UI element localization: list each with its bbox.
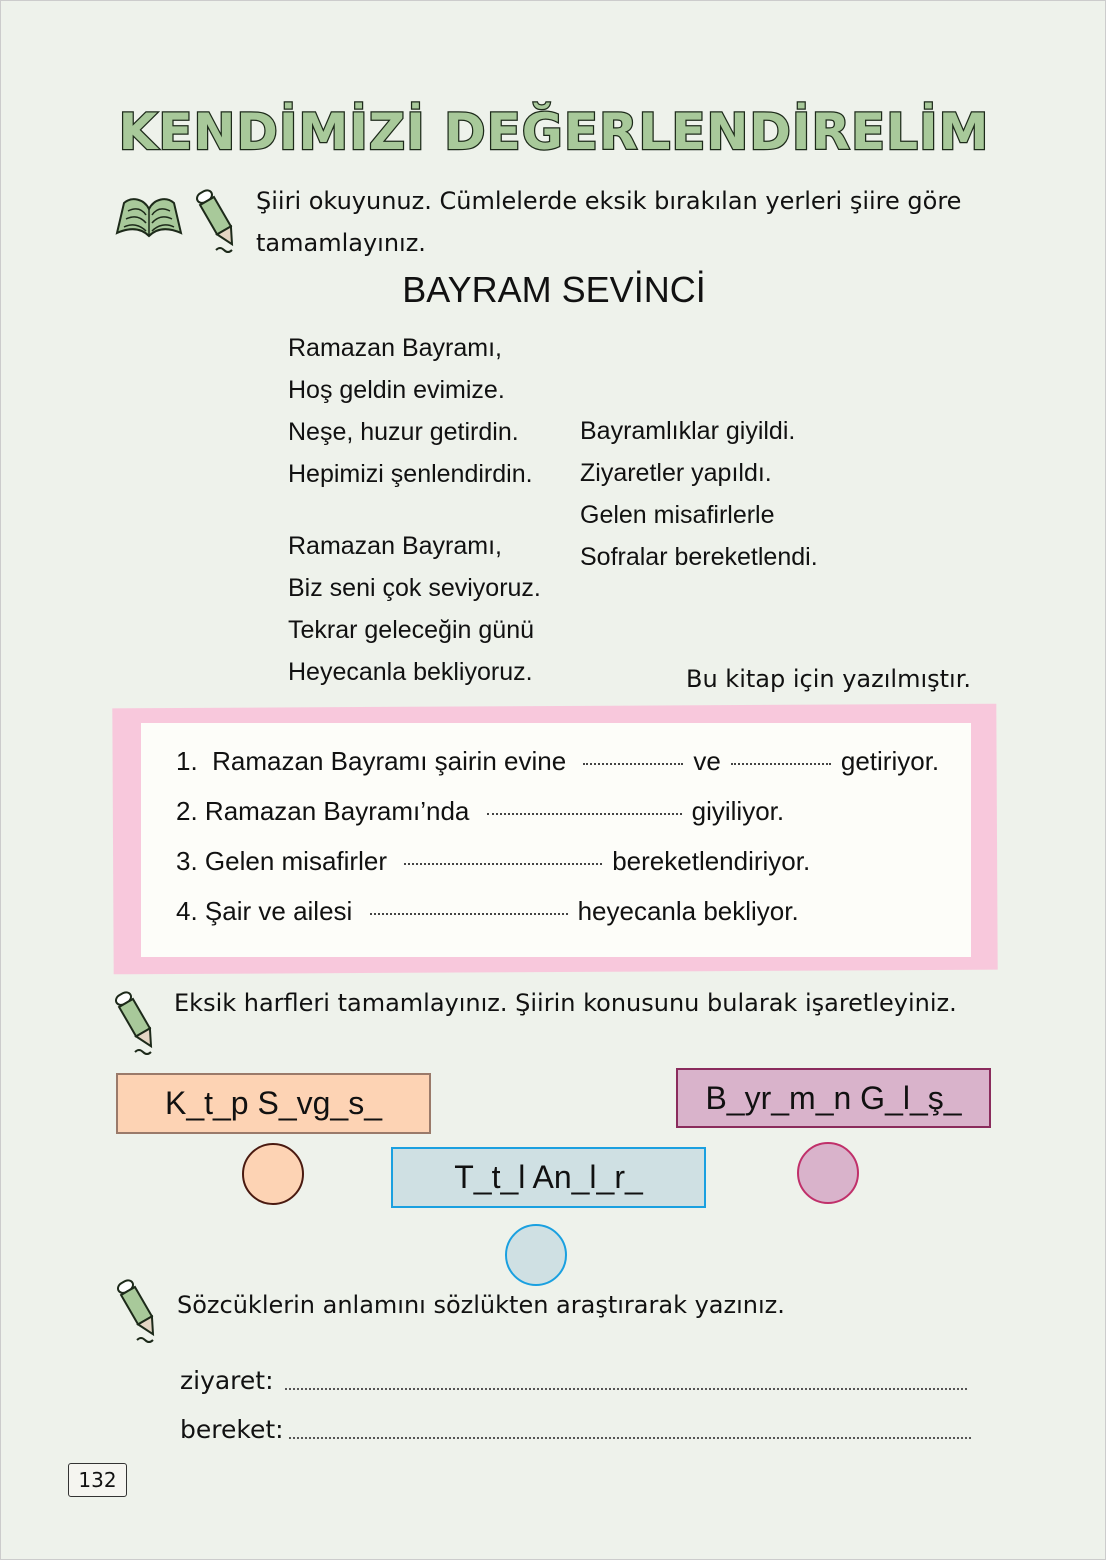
poem-stanza-2 (580, 410, 818, 578)
poem-stanza-1 (288, 327, 533, 495)
poem-line: Biz seni çok seviyoruz. (288, 574, 541, 602)
option-text: B_yr_m_n G_l_ş_ (705, 1079, 962, 1116)
pencil-icon (194, 184, 242, 256)
section-2-instruction: Eksik harfleri tamamlayınız. Şiirin konusunu bularak işaretleyiniz. (174, 989, 957, 1017)
poem-line: Gelen misafirlerle (580, 501, 775, 529)
question-number: 3. (176, 846, 198, 876)
question-1 (176, 746, 939, 777)
word-bereket: bereket: (180, 1415, 284, 1444)
option-checkbox-kitap-sevgisi[interactable] (242, 1143, 304, 1205)
poem-line: Ziyaretler yapıldı. (580, 459, 772, 487)
option-box-bayramin-gelisi (676, 1068, 991, 1128)
poem-line: Ramazan Bayramı, (288, 334, 502, 362)
answer-blank[interactable] (404, 862, 602, 865)
option-text: K_t_p S_vg_s_ (164, 1085, 383, 1121)
poem-line: Tekrar geleceğin günü (288, 616, 534, 644)
poem-line: Ramazan Bayramı, (288, 532, 502, 560)
question-number: 4. (176, 896, 198, 926)
poem-line: Neşe, huzur getirdin. (288, 418, 519, 446)
poem-line: Sofralar bereketlendi. (580, 543, 818, 571)
poem-title: BAYRAM SEVİNCİ (402, 269, 706, 310)
book-icon (114, 191, 184, 241)
question-text: Gelen misafirler (204, 846, 387, 876)
poem-line: Hoş geldin evimize. (288, 376, 505, 404)
question-text: bereketlendiriyor. (612, 846, 811, 876)
copyright-note: Bu kitap için yazılmıştır. (686, 665, 971, 693)
question-text: Ramazan Bayramı’nda (204, 796, 470, 826)
answer-line-ziyaret[interactable] (285, 1388, 967, 1390)
question-text: Ramazan Bayramı şairin evine (212, 746, 567, 776)
instruction-line-2: tamamlayınız. (256, 229, 426, 257)
option-box-tatil-anilari (391, 1147, 706, 1208)
section-3-instruction: Sözcüklerin anlamını sözlükten araştırarak yazınız. (177, 1291, 785, 1319)
poem-stanza-3 (288, 525, 541, 693)
answer-blank[interactable] (370, 912, 568, 915)
question-number: 1. (176, 746, 198, 776)
question-3 (176, 846, 810, 877)
question-text: giyiliyor. (691, 796, 785, 826)
page-title: KENDİMİZİ DEĞERLENDİRELİM (118, 103, 990, 161)
answer-line-bereket[interactable] (289, 1437, 971, 1439)
pencil-icon (115, 1274, 163, 1346)
question-text: Şair ve ailesi (204, 896, 353, 926)
option-box-kitap-sevgisi (116, 1073, 431, 1134)
option-checkbox-tatil-anilari[interactable] (505, 1224, 567, 1286)
instruction-line-1: Şiiri okuyunuz. Cümlelerde eksik bırakılan yerleri şiire göre (256, 187, 962, 215)
poem-line: Bayramlıklar giyildi. (580, 417, 796, 445)
option-text: T_t_l An_l_r_ (454, 1159, 643, 1195)
option-checkbox-bayramin-gelisi[interactable] (797, 1142, 859, 1204)
question-number: 2. (176, 796, 198, 826)
poem-line: Hepimizi şenlendirdin. (288, 460, 533, 488)
question-text: ve (693, 746, 721, 776)
answer-blank[interactable] (487, 812, 682, 815)
question-text: getiriyor. (840, 746, 940, 776)
question-2 (176, 796, 784, 827)
answer-blank[interactable] (731, 762, 831, 765)
poem-line: Heyecanla bekliyoruz. (288, 658, 533, 686)
answer-blank[interactable] (583, 762, 683, 765)
page-number: 132 (68, 1463, 127, 1497)
question-text: heyecanla bekliyor. (577, 896, 799, 926)
question-4 (176, 896, 799, 927)
pencil-icon (113, 986, 161, 1058)
word-ziyaret: ziyaret: (180, 1366, 274, 1395)
